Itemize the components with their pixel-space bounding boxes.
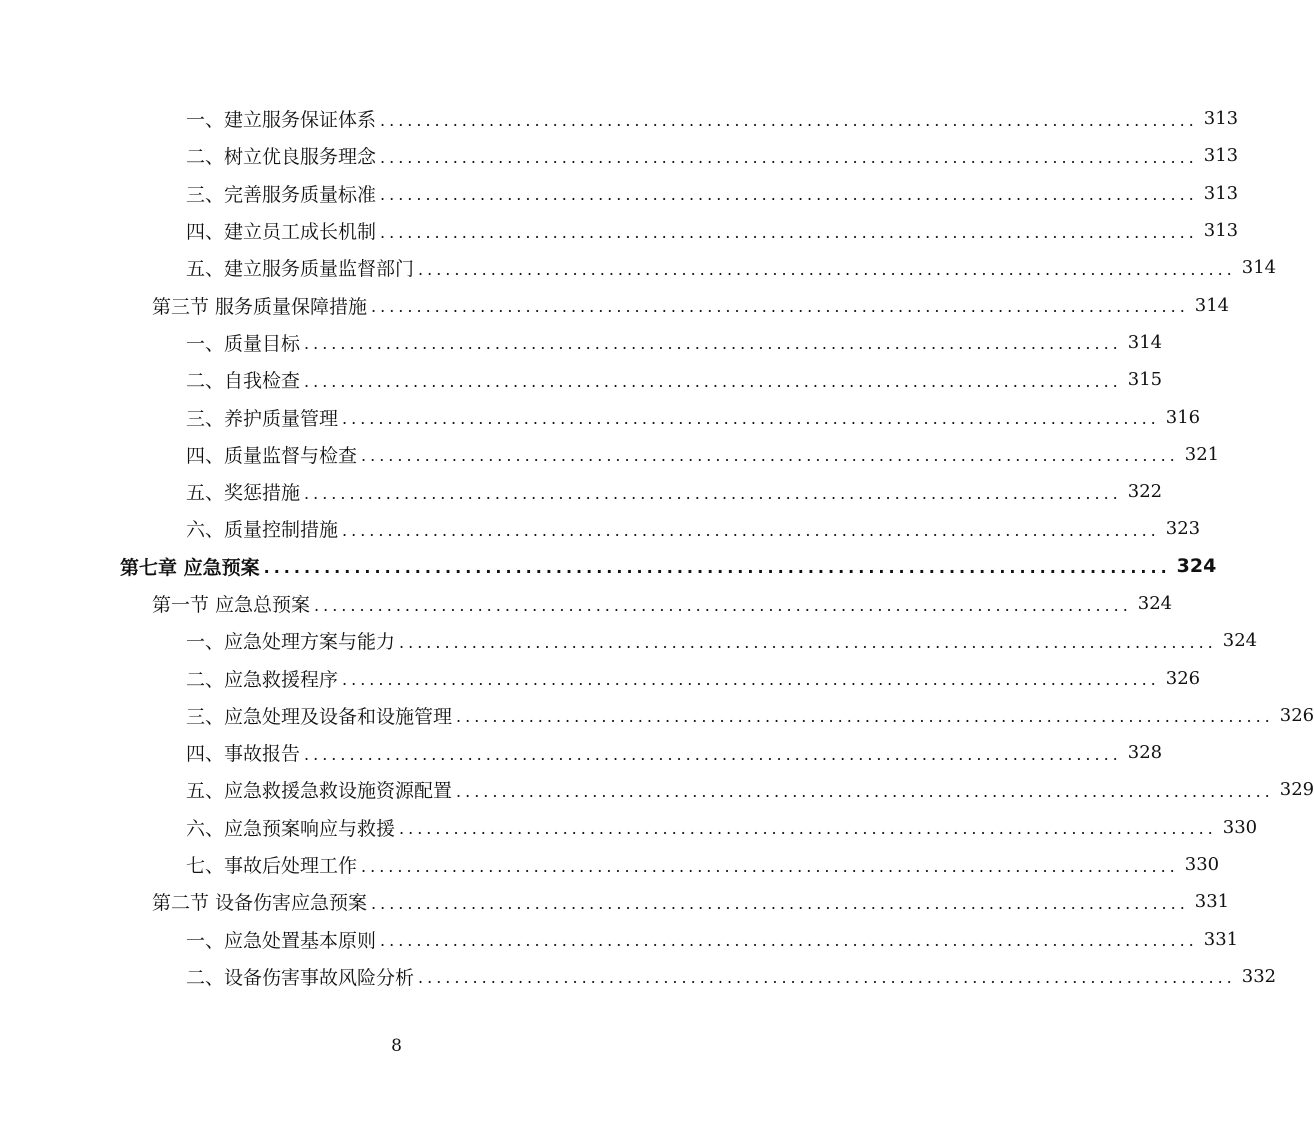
toc-entry-label: 四、质量监督与检查 bbox=[186, 444, 358, 467]
toc-entry-page: 328 bbox=[1127, 742, 1163, 764]
toc-entry[interactable] bbox=[0, 398, 1201, 435]
toc-entry-page: 314 bbox=[1241, 257, 1277, 279]
toc-dot-leader: .......................................................................................... bbox=[371, 893, 1189, 913]
toc-entry-label: 一、应急处理方案与能力 bbox=[186, 631, 396, 654]
toc-dot-leader: .......................................................................................... bbox=[380, 222, 1198, 242]
toc-entry[interactable] bbox=[0, 622, 1258, 659]
toc-entry-page: 331 bbox=[1203, 928, 1239, 950]
toc-entry-page: 316 bbox=[1165, 406, 1201, 428]
toc-entry[interactable] bbox=[0, 958, 1277, 995]
toc-dot-leader: .......................................................................................... bbox=[342, 520, 1160, 540]
toc-entry[interactable] bbox=[0, 659, 1201, 696]
toc-dot-leader: .......................................................................................... bbox=[418, 968, 1236, 988]
toc-entry[interactable] bbox=[0, 921, 1239, 958]
toc-entry-page: 313 bbox=[1203, 145, 1239, 167]
toc-dot-leader: .......................................................................................... bbox=[304, 371, 1122, 391]
toc-entry-label: 四、事故报告 bbox=[186, 743, 301, 766]
toc-entry[interactable] bbox=[0, 697, 1314, 734]
toc-dot-leader: .......................................................................................... bbox=[342, 670, 1160, 690]
toc-entry-label: 第二节 设备伤害应急预案 bbox=[152, 892, 368, 915]
toc-entry[interactable] bbox=[0, 846, 1220, 883]
toc-entry[interactable] bbox=[0, 249, 1277, 286]
toc-entry-label: 一、质量目标 bbox=[186, 332, 301, 355]
toc-entry-label: 四、建立员工成长机制 bbox=[186, 221, 377, 244]
toc-section-entry[interactable] bbox=[0, 585, 1173, 622]
toc-entry-label: 二、树立优良服务理念 bbox=[186, 146, 377, 169]
toc-entry-label: 三、应急处理及设备和设施管理 bbox=[186, 705, 453, 728]
toc-entry-page: 324 bbox=[1176, 555, 1217, 578]
toc-entry-page: 326 bbox=[1165, 667, 1201, 689]
toc-entry[interactable] bbox=[0, 473, 1163, 510]
toc-entry[interactable] bbox=[0, 809, 1258, 846]
toc-entry[interactable] bbox=[0, 324, 1163, 361]
toc-dot-leader: .......................................................................................... bbox=[314, 595, 1132, 615]
toc-dot-leader: .......................................................................................... bbox=[380, 110, 1198, 130]
toc-entry-page: 324 bbox=[1137, 593, 1173, 614]
toc-dot-leader: .......................................................................................... bbox=[342, 409, 1160, 429]
toc-dot-leader: .......................................................................................... bbox=[399, 819, 1217, 839]
toc-entry-label: 六、质量控制措施 bbox=[186, 519, 339, 542]
toc-entry-label: 二、自我检查 bbox=[186, 370, 301, 393]
toc-entry-label: 五、建立服务质量监督部门 bbox=[186, 258, 415, 281]
page-number: 8 bbox=[391, 1036, 402, 1056]
toc-dot-leader: .......................................................................................... bbox=[399, 632, 1217, 652]
toc-dot-leader: .......................................................................................... bbox=[380, 931, 1198, 951]
table-of-contents bbox=[0, 100, 1314, 995]
toc-section-entry[interactable] bbox=[0, 286, 1230, 323]
toc-entry[interactable] bbox=[0, 212, 1239, 249]
toc-entry-page: 321 bbox=[1184, 443, 1220, 465]
toc-dot-leader: .......................................................................................... bbox=[361, 446, 1179, 466]
toc-entry-label: 第三节 服务质量保障措施 bbox=[152, 295, 368, 318]
toc-entry-label: 五、奖惩措施 bbox=[186, 482, 301, 505]
toc-entry[interactable] bbox=[0, 361, 1163, 398]
toc-entry-label: 第七章 应急预案 bbox=[120, 556, 260, 579]
toc-entry-label: 二、应急救援程序 bbox=[186, 668, 339, 691]
toc-dot-leader: .......................................................................................... bbox=[361, 856, 1179, 876]
toc-dot-leader: .......................................................................................... bbox=[371, 297, 1189, 317]
toc-entry-label: 二、设备伤害事故风险分析 bbox=[186, 966, 415, 989]
toc-entry-label: 七、事故后处理工作 bbox=[186, 855, 358, 878]
toc-dot-leader: .......................................................................................... bbox=[456, 707, 1274, 727]
toc-dot-leader: .......................................................................................... bbox=[304, 483, 1122, 503]
toc-entry-page: 323 bbox=[1165, 518, 1201, 540]
toc-entry-label: 一、建立服务保证体系 bbox=[186, 109, 377, 132]
toc-entry-label: 三、完善服务质量标准 bbox=[186, 183, 377, 206]
toc-entry-page: 313 bbox=[1203, 220, 1239, 242]
toc-entry-label: 五、应急救援急救设施资源配置 bbox=[186, 780, 453, 803]
toc-dot-leader: .......................................................................................... bbox=[380, 147, 1198, 167]
toc-dot-leader: .......................................................................................... bbox=[263, 558, 1171, 578]
toc-entry-label: 三、养护质量管理 bbox=[186, 407, 339, 430]
toc-entry-page: 326 bbox=[1279, 704, 1314, 726]
toc-section-entry[interactable] bbox=[0, 883, 1230, 920]
toc-entry-page: 314 bbox=[1127, 331, 1163, 353]
toc-entry-page: 313 bbox=[1203, 182, 1239, 204]
toc-entry-page: 329 bbox=[1279, 779, 1314, 801]
toc-entry-page: 332 bbox=[1241, 965, 1277, 987]
toc-entry-label: 六、应急预案响应与救援 bbox=[186, 817, 396, 840]
toc-entry[interactable] bbox=[0, 137, 1239, 174]
toc-entry-page: 314 bbox=[1194, 294, 1230, 316]
toc-chapter-entry[interactable] bbox=[0, 548, 1217, 585]
toc-entry-label: 第一节 应急总预案 bbox=[152, 594, 311, 616]
toc-entry[interactable] bbox=[0, 510, 1201, 547]
toc-entry[interactable] bbox=[0, 734, 1163, 771]
toc-dot-leader: .......................................................................................... bbox=[380, 185, 1198, 205]
toc-entry-page: 315 bbox=[1127, 369, 1163, 391]
toc-dot-leader: .......................................................................................... bbox=[304, 744, 1122, 764]
toc-entry-page: 331 bbox=[1194, 891, 1230, 913]
toc-entry-page: 330 bbox=[1184, 854, 1220, 876]
toc-entry-page: 313 bbox=[1203, 108, 1239, 130]
toc-entry[interactable] bbox=[0, 100, 1239, 137]
toc-entry-page: 322 bbox=[1127, 481, 1163, 503]
toc-entry-label: 一、应急处置基本原则 bbox=[186, 929, 377, 952]
toc-entry-page: 330 bbox=[1222, 816, 1258, 838]
toc-entry[interactable] bbox=[0, 436, 1220, 473]
toc-entry[interactable] bbox=[0, 175, 1239, 212]
toc-entry-page: 324 bbox=[1222, 630, 1258, 652]
toc-dot-leader: .......................................................................................... bbox=[456, 781, 1274, 801]
toc-dot-leader: .......................................................................................... bbox=[418, 259, 1236, 279]
toc-entry[interactable] bbox=[0, 771, 1314, 808]
toc-dot-leader: .......................................................................................... bbox=[304, 334, 1122, 354]
